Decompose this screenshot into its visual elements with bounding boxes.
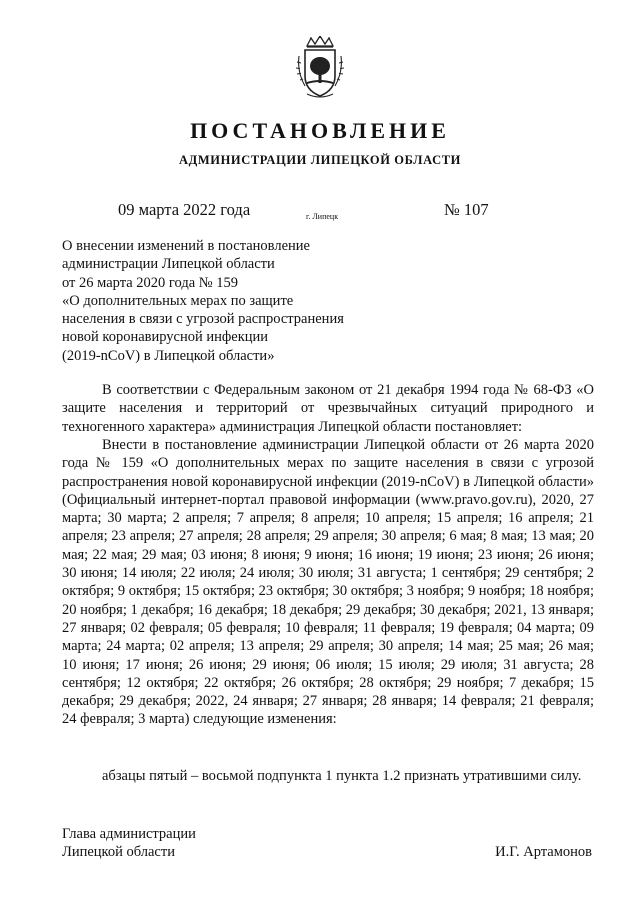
document-date: 09 марта 2022 года (118, 200, 251, 219)
change-paragraph: абзацы пятый – восьмой подпункта 1 пункта 1.2 признать утратившими силу. (102, 768, 582, 784)
signatory-position (62, 825, 196, 862)
position-line: Липецкой области (62, 844, 175, 861)
signatory-name: И.Г. Артамонов (495, 844, 592, 860)
subject-line: населения в связи с угрозой распространения (62, 311, 344, 328)
issuing-authority: АДМИНИСТРАЦИИ ЛИПЕЦКОЙ ОБЛАСТИ (179, 153, 461, 167)
subject-line: администрации Липецкой области (62, 256, 275, 273)
position-line: Глава администрации (62, 826, 196, 842)
subject-line: новой коронавирусной инфекции (62, 329, 269, 346)
document-number: № 107 (444, 200, 489, 219)
subject-line: «О дополнительных мерах по защите (62, 292, 294, 309)
subject-line: О внесении изменений в постановление (62, 238, 310, 254)
document-title: ПОСТАНОВЛЕНИЕ (190, 118, 450, 143)
document-city: г. Липецк (306, 212, 339, 221)
coat-of-arms-icon (293, 36, 347, 100)
subject-line: (2019-nCoV) в Липецкой области» (62, 347, 275, 364)
subject-line: от 26 марта 2020 года № 159 (62, 274, 238, 291)
preamble-paragraph: В соответствии с Федеральным законом от 21 декабря 1994 года № 68-ФЗ «О защите населения и территорий от чрезвычайных ситуаций природного и техногенного характера» администрация Липецкой области постановляет: (62, 382, 594, 435)
document-subject (62, 237, 402, 365)
amendment-paragraph: Внести в постановление администрации Липецкой области от 26 марта 2020 года № 159 «О дополнительных мерах по защите населения в связи с угрозой распространения новой коронавирусной инфекции (2019-nCoV) в Липецкой области» (Официальный интернет-портал правовой информации (www.pravo.gov.ru), 2020, 27 марта; 30 марта; 2 апреля; 7 апреля; 8 апреля; 10 апреля; 15 апреля; 16 апреля; 21 апреля; 23 апреля; 27 апреля; 28 апреля; 29 апреля; 30 апреля; 6 мая; 8 мая; 13 мая; 20 мая; 22 мая; 29 мая; 03 июня; 8 июня; 9 июня; 16 июня; 19 июня; 23 июня; 26 июня; 30 июня; 14 июля; 22 июля; 24 июля; 30 июля; 31 августа; 1 сентября; 29 сентября; 2 октября; 9 октября; 15 октября; 23 октября; 30 октября; 3 ноября; 9 ноября; 18 ноября; 20 ноября; 1 декабря; 16 декабря; 18 декабря; 29 декабря; 30 декабря; 2021, 13 января; 27 января; 02 февраля; 05 февраля; 10 февраля; 11 февраля; 19 февраля; 04 марта; 09 марта; 24 марта; 02 апреля; 13 апреля; 29 апреля; 30 апреля; 14 мая; 25 мая; 26 мая; 10 июня; 17 июня; 26 июня; 29 июня; 06 июля; 15 июля; 29 июля; 31 августа; 28 сентября; 12 октября; 22 октября; 26 октября; 28 октября; 29 ноября; 7 декабря; 15 декабря; 29 декабря; 2022, 24 января; 27 января; 28 января; 14 февраля; 21 февраля; 24 февраля; 3 марта) следующие изменения: (62, 437, 594, 728)
